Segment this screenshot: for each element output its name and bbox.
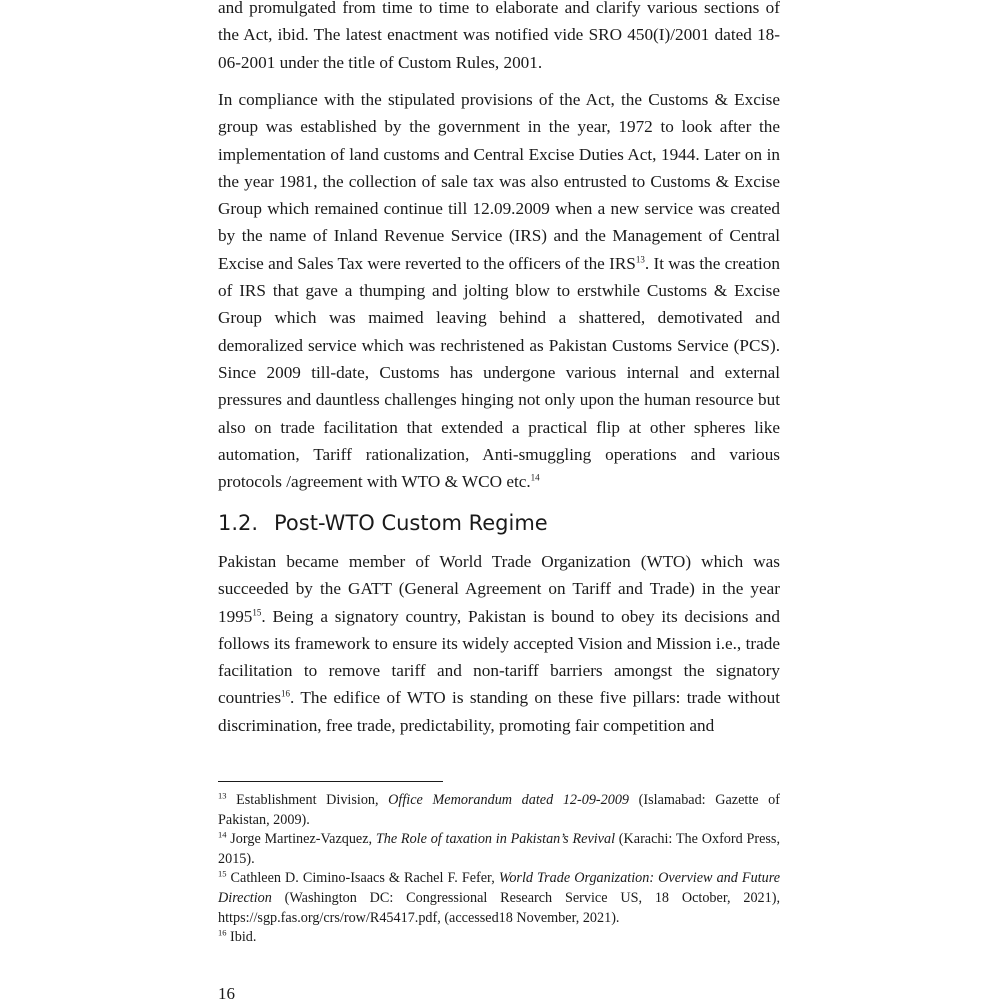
section-heading bbox=[218, 506, 780, 540]
section-title: Post-WTO Custom Regime bbox=[274, 511, 548, 535]
footnote-16 bbox=[218, 928, 780, 948]
footnote-ref-14[interactable]: 14 bbox=[530, 472, 540, 483]
footnote-number: 14 bbox=[218, 829, 227, 840]
footnote-number: 13 bbox=[218, 790, 227, 801]
paragraph-text: . Being a signatory country, Pakistan is bound to obey its decisions and follows its framework to ensure its widely accepted Vision and Mission i.e., trade facilitation to remove tariff and non-tariff barriers amongst the signatory countries bbox=[218, 606, 780, 708]
footnote-number: 15 bbox=[218, 868, 227, 879]
footnote-text: Ibid. bbox=[226, 929, 257, 946]
footnote-text: Establishment Division, bbox=[226, 792, 389, 808]
footnote-ref-13[interactable]: 13 bbox=[635, 254, 645, 265]
footnote-text: Cathleen D. Cimino-Isaacs & Rachel F. Fefer, bbox=[226, 870, 499, 887]
paragraph-customs-history bbox=[218, 86, 780, 495]
paragraph-continuation bbox=[218, 0, 780, 76]
footnote-title: World Trade Organization: Overview and Future Direction bbox=[218, 870, 780, 906]
footnotes bbox=[218, 791, 780, 948]
footnote-number: 16 bbox=[218, 927, 227, 938]
footnote-title: Office Memorandum dated 12-09-2009 bbox=[388, 792, 630, 808]
paragraph-text: . It was the creation of IRS that gave a thumping and jolting blow to erstwhile Customs & Excise Group which was maimed leaving behind a shattered, demotivated and demoralized service which was rechristened as Pakistan Customs Service (PCS). Since 2009 till-date, Customs has undergone various internal and external pressures and dauntless challenges hinging not only upon the human resource but also on trade facilitation that extended a practical flip at other spheres like automation, Tariff rationalization, Anti-smuggling operations and various protocols /agreement with WTO & WCO etc. bbox=[218, 253, 780, 492]
footnote-13 bbox=[218, 791, 780, 830]
footnote-text: (Washington DC: Congressional Research Service US, 18 October, 2021), https://sgp.fas.org/crs/row/R45417.pdf, (accessed18 November, 2021). bbox=[218, 889, 780, 926]
paragraph-text: In compliance with the stipulated provisions of the Act, the Customs & Excise group was established by the government in the year, 1972 to look after the implementation of land customs and Central Excise Duties Act, 1944. Later on in the year 1981, the collection of sale tax was also entrusted to Customs & Excise Group which remained continue till 12.09.2009 when a new service was created by the name of Inland Revenue Service (IRS) and the Management of Central Excise and Sales Tax were reverted to the officers of the IRS bbox=[218, 90, 780, 273]
paragraph-post-wto bbox=[218, 548, 780, 739]
footnote-title: The Role of taxation in Pakistan’s Revival bbox=[375, 831, 616, 848]
footnote-text: (Islamabad: Gazette of Pakistan, 2009). bbox=[218, 792, 780, 828]
paragraph-text: . The edifice of WTO is standing on these five pillars: trade without discrimination, free trade, predictability, promoting fair competition and bbox=[218, 688, 780, 735]
footnote-divider bbox=[218, 781, 443, 782]
page-number: 16 bbox=[218, 984, 235, 1003]
paragraph-text: Pakistan became member of World Trade Organization (WTO) which was succeeded by the GATT (General Agreement on Tariff and Trade) in the year 1995 bbox=[218, 552, 780, 626]
footnote-ref-16[interactable]: 16 bbox=[281, 688, 291, 699]
section-number: 1.2. bbox=[218, 511, 259, 535]
paragraph-text: and promulgated from time to time to elaborate and clarify various sections of the Act, ibid. The latest enactment was notified vide SRO 450(I)/2001 dated 18-06-2001 under the title of Custom Rules, 2001. bbox=[218, 0, 780, 72]
footnote-ref-15[interactable]: 15 bbox=[252, 606, 262, 617]
footnote-15 bbox=[218, 869, 780, 928]
footnote-14 bbox=[218, 830, 780, 869]
footnote-text: (Karachi: The Oxford Press, 2015). bbox=[218, 831, 780, 867]
footnote-text: Jorge Martinez-Vazquez, bbox=[226, 831, 376, 848]
